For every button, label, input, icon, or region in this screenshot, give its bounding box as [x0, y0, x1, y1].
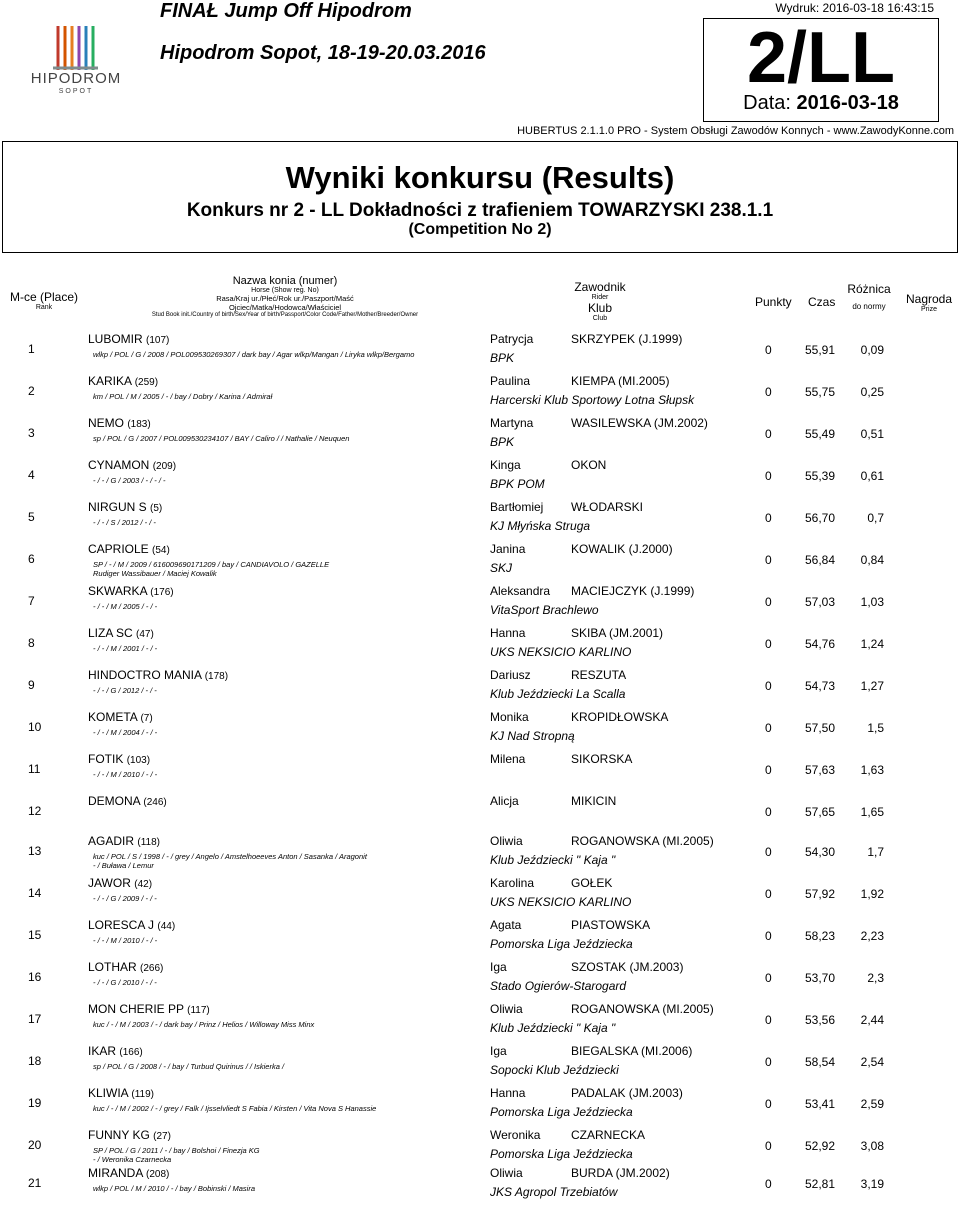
horse-number: (44) — [157, 921, 176, 932]
rider-club: Pomorska Liga Jeździecka — [490, 1147, 633, 1161]
result-row — [0, 626, 960, 668]
time: 53,70 — [805, 971, 836, 985]
points: 0 — [765, 845, 772, 859]
result-row — [0, 1044, 960, 1086]
horse-number: (117) — [187, 1005, 210, 1016]
col-header-prize — [898, 292, 960, 313]
result-row — [0, 710, 960, 752]
difference: 3,19 — [860, 1177, 884, 1191]
col-header-place — [0, 290, 88, 311]
header-horse-en: Horse (Show reg. No) — [251, 287, 319, 294]
result-row — [0, 416, 960, 458]
horse-name — [88, 1128, 171, 1142]
horse-number: (183) — [127, 419, 151, 430]
rider-last-name: SKIBA (JM.2001) — [571, 626, 664, 640]
rank: 16 — [28, 970, 42, 984]
horse-name — [88, 542, 170, 556]
points: 0 — [765, 1055, 772, 1069]
rider-first-name: Milena — [490, 752, 526, 766]
rank: 7 — [28, 594, 35, 608]
result-row — [0, 584, 960, 626]
time: 57,92 — [805, 887, 836, 901]
horse-number: (119) — [131, 1089, 154, 1100]
horse-name-text: KOMETA — [88, 710, 138, 724]
rider-club: BPK — [490, 435, 515, 449]
points: 0 — [765, 427, 772, 441]
header-rider: Zawodnik — [574, 280, 626, 294]
header-prize: Nagroda — [905, 292, 953, 306]
horse-details: kuc / - / M / 2002 / - / grey / Falk / Ijsselvliedt S Fabia / Kirsten / Vita Nova S Hanassie — [93, 1104, 377, 1113]
time: 55,49 — [805, 427, 836, 441]
header-horse-line4: Stud Book init./Country of birth/Sex/Year of birth/Passport/Color Code/Father/Mother/Breeder/Owner — [151, 312, 419, 318]
horse-number: (209) — [152, 461, 177, 472]
header-points: Punkty — [755, 295, 792, 309]
horse-number: (178) — [204, 671, 229, 682]
result-row — [0, 1086, 960, 1128]
results-title: Wyniki konkursu (Results) — [285, 160, 675, 195]
rider-last-name: KIEMPA (MI.2005) — [571, 374, 670, 388]
time: 55,91 — [805, 343, 836, 357]
rider-club: Stado Ogierów-Starogard — [490, 979, 627, 993]
difference: 2,23 — [860, 929, 884, 943]
horse-name — [88, 1044, 143, 1058]
time: 54,73 — [805, 679, 836, 693]
rider-club: Pomorska Liga Jeździecka — [490, 1105, 633, 1119]
header-horse: Nazwa konia (numer) — [232, 275, 338, 287]
rank: 17 — [28, 1012, 42, 1026]
horse-details: wlkp / POL / G / 2008 / POL009530269307 / dark bay / Agar wlkp/Mangan / Liryka wlkp/Bergamo — [93, 350, 415, 359]
horse-name-text: SKWARKA — [88, 584, 147, 598]
difference: 0,09 — [860, 343, 884, 357]
rider-last-name: GOŁEK — [571, 876, 613, 890]
horse-details: - / Weronika Czarnecka — [93, 1155, 172, 1164]
header-diff: Różnica — [847, 282, 891, 296]
header-rider-en: Rider — [591, 294, 609, 301]
points: 0 — [765, 1139, 772, 1153]
difference: 2,44 — [860, 1013, 884, 1027]
horse-name-text: MIRANDA — [88, 1166, 143, 1180]
horse-name — [88, 584, 174, 598]
rider-last-name: ROGANOWSKA (MI.2005) — [571, 834, 714, 848]
rider-last-name: KOWALIK (J.2000) — [571, 542, 673, 556]
rank: 8 — [28, 636, 35, 650]
horse-name-text: LORESCA J — [88, 918, 155, 932]
difference: 0,51 — [860, 427, 884, 441]
points: 0 — [765, 553, 772, 567]
horse-name — [88, 458, 176, 472]
horse-details: - / - / G / 2010 / - / - — [93, 978, 157, 987]
horse-name — [88, 500, 162, 514]
result-row — [0, 960, 960, 1002]
difference: 2,59 — [860, 1097, 884, 1111]
difference: 2,54 — [860, 1055, 884, 1069]
points: 0 — [765, 1177, 772, 1191]
result-row — [0, 374, 960, 416]
rider-last-name: WASILEWSKA (JM.2002) — [571, 416, 708, 430]
horse-number: (7) — [140, 713, 153, 724]
horse-details: - / - / G / 2012 / - / - — [93, 686, 157, 695]
horse-number: (246) — [143, 797, 167, 808]
rider-club: JKS Agropol Trzebiatów — [490, 1185, 618, 1199]
horse-number: (118) — [137, 837, 160, 848]
difference: 1,5 — [867, 721, 884, 735]
horse-name — [88, 1086, 154, 1100]
time: 55,75 — [805, 385, 836, 399]
horse-number: (5) — [150, 503, 163, 514]
horse-details: km / POL / M / 2005 / - / bay / Dobry / Karina / Admirał — [93, 392, 273, 401]
rider-first-name: Iga — [490, 960, 507, 974]
time: 53,41 — [805, 1097, 836, 1111]
horse-details: - / Buława / Lemur — [93, 861, 154, 870]
rider-club: VitaSport Brachlewo — [490, 603, 599, 617]
header-prize-en: Prize — [921, 306, 937, 313]
rider-club: Sopocki Klub Jeździecki — [490, 1063, 619, 1077]
col-header-diff — [838, 282, 900, 311]
horse-name-text: NEMO — [88, 416, 124, 430]
result-row — [0, 794, 960, 836]
results-subtitle: Konkurs nr 2 - LL Dokładności z trafieniem TOWARZYSKI 238.1.1 — [186, 200, 774, 221]
horse-details: sp / POL / G / 2008 / - / bay / Turbud Quirinus / / Iskierka / — [93, 1062, 285, 1071]
header-club-en: Club — [592, 315, 608, 322]
time: 57,65 — [805, 805, 836, 819]
header-club: Klub — [587, 301, 613, 315]
difference: 0,61 — [860, 469, 884, 483]
rider-club: UKS NEKSICIO KARLINO — [490, 895, 632, 909]
horse-name-text: MON CHERIE PP — [88, 1002, 184, 1016]
horse-name-text: CAPRIOLE — [88, 542, 149, 556]
horse-name — [88, 918, 175, 932]
rider-first-name: Weronika — [490, 1128, 541, 1142]
logo-text: HIPODROM — [30, 70, 122, 87]
horse-name — [88, 960, 163, 974]
time: 58,23 — [805, 929, 836, 943]
rider-first-name: Dariusz — [490, 668, 531, 682]
horse-number: (208) — [146, 1169, 170, 1180]
points: 0 — [765, 805, 772, 819]
rider-first-name: Martyna — [490, 416, 534, 430]
result-row — [0, 918, 960, 960]
rank: 12 — [28, 804, 42, 818]
rank: 19 — [28, 1096, 42, 1110]
time: 54,30 — [805, 845, 836, 859]
difference: 0,7 — [867, 511, 884, 525]
horse-details: Rudiger Wassibauer / Maciej Kowalik — [93, 569, 217, 578]
competition-date — [703, 92, 939, 115]
horse-details: kuc / POL / S / 1998 / - / grey / Angelo / Amstelhoeeves Anton / Sasanka / Aragonit — [93, 852, 367, 861]
horse-details: kuc / - / M / 2003 / - / dark bay / Prinz / Helios / Willoway Miss Minx — [93, 1020, 315, 1029]
time: 57,63 — [805, 763, 836, 777]
points: 0 — [765, 1097, 772, 1111]
time: 57,03 — [805, 595, 836, 609]
difference: 1,03 — [860, 595, 884, 609]
horse-number: (176) — [150, 587, 174, 598]
horse-number: (266) — [140, 963, 164, 974]
header-horse-line3: Ojciec/Matka/Hodowca/Właściciel — [228, 303, 342, 312]
result-row — [0, 668, 960, 710]
rider-club: BPK — [490, 351, 515, 365]
horse-name — [88, 626, 154, 640]
horse-name-text: KLIWIA — [88, 1086, 129, 1100]
horse-name — [88, 794, 167, 808]
rank: 1 — [28, 342, 35, 356]
points: 0 — [765, 343, 772, 357]
rider-last-name: PADALAK (JM.2003) — [571, 1086, 683, 1100]
rider-last-name: WŁODARSKI — [571, 500, 644, 514]
result-row — [0, 876, 960, 918]
result-row — [0, 1128, 960, 1170]
horse-number: (259) — [134, 377, 159, 388]
rider-first-name: Karolina — [490, 876, 535, 890]
rank: 9 — [28, 678, 35, 692]
difference: 3,08 — [860, 1139, 884, 1153]
horse-name-text: AGADIR — [88, 834, 135, 848]
horse-name-text: LIZA SC — [88, 626, 133, 640]
horse-name-text: LUBOMIR — [88, 332, 143, 346]
rider-last-name: MACIEJCZYK (J.1999) — [571, 584, 695, 598]
rider-last-name: ROGANOWSKA (MI.2005) — [571, 1002, 714, 1016]
rider-first-name: Hanna — [490, 626, 526, 640]
header-time: Czas — [808, 295, 836, 309]
points: 0 — [765, 763, 772, 777]
horse-name-text: IKAR — [88, 1044, 117, 1058]
horse-details: - / - / M / 2004 / - / - — [93, 728, 158, 737]
horse-number: (27) — [153, 1131, 171, 1142]
rank: 11 — [28, 762, 41, 776]
header-place-en: Rank — [35, 304, 53, 311]
rider-last-name: MIKICIN — [571, 794, 617, 808]
time: 57,50 — [805, 721, 836, 735]
rider-last-name: BURDA (JM.2002) — [571, 1166, 670, 1180]
rider-last-name: BIEGALSKA (MI.2006) — [571, 1044, 693, 1058]
points: 0 — [765, 721, 772, 735]
time: 56,84 — [805, 553, 836, 567]
points: 0 — [765, 929, 772, 943]
horse-name — [88, 374, 158, 388]
horse-name — [88, 710, 153, 724]
event-title: FINAŁ Jump Off Hipodrom — [160, 0, 412, 22]
horse-name — [88, 416, 151, 430]
horse-details: - / - / M / 2010 / - / - — [93, 770, 158, 779]
horse-name — [88, 332, 169, 346]
rider-club: Pomorska Liga Jeździecka — [490, 937, 633, 951]
time: 55,39 — [805, 469, 836, 483]
horse-name-text: FOTIK — [88, 752, 124, 766]
rider-last-name: SIKORSKA — [571, 752, 633, 766]
points: 0 — [765, 511, 772, 525]
header-horse-line2: Rasa/Kraj ur./Płeć/Rok ur./Paszport/Maść — [216, 294, 354, 303]
results-subtitle-2: (Competition No 2) — [408, 221, 552, 238]
horse-details: - / - / M / 2001 / - / - — [93, 644, 158, 653]
horse-name-text: JAWOR — [88, 876, 131, 890]
rider-first-name: Paulina — [490, 374, 531, 388]
result-row — [0, 1166, 960, 1208]
rank: 5 — [28, 510, 35, 524]
rider-first-name: Oliwia — [490, 1166, 523, 1180]
rider-first-name: Agata — [490, 918, 522, 932]
horse-name — [88, 752, 150, 766]
horse-name-text: LOTHAR — [88, 960, 137, 974]
points: 0 — [765, 887, 772, 901]
time: 52,92 — [805, 1139, 836, 1153]
rank: 14 — [28, 886, 42, 900]
rider-club: UKS NEKSICIO KARLINO — [490, 645, 632, 659]
horse-details: - / - / M / 2005 / - / - — [93, 602, 158, 611]
points: 0 — [765, 385, 772, 399]
header-place: M-ce (Place) — [9, 290, 78, 304]
rider-club: SKJ — [490, 561, 513, 575]
rider-club: KJ Młyńska Struga — [490, 519, 591, 533]
horse-name — [88, 1002, 210, 1016]
result-row — [0, 332, 960, 374]
horse-number: (166) — [119, 1047, 143, 1058]
software-info: HUBERTUS 2.1.1.0 PRO - System Obsługi Zawodów Konnych - www.ZawodyKonne.com — [517, 125, 954, 137]
event-place: Hipodrom Sopot, 18-19-20.03.2016 — [160, 42, 486, 64]
points: 0 — [765, 1013, 772, 1027]
difference: 1,24 — [860, 637, 884, 651]
rider-last-name: KROPIDŁOWSKA — [571, 710, 669, 724]
difference: 0,25 — [860, 385, 884, 399]
points: 0 — [765, 637, 772, 651]
rider-last-name: SKRZYPEK (J.1999) — [571, 332, 683, 346]
horse-name-text: FUNNY KG — [88, 1128, 150, 1142]
difference: 0,84 — [860, 553, 884, 567]
result-row — [0, 458, 960, 500]
difference: 1,65 — [860, 805, 884, 819]
rank: 4 — [28, 468, 35, 482]
rider-club: Klub Jeździecki La Scalla — [490, 687, 626, 701]
rider-first-name: Hanna — [490, 1086, 526, 1100]
difference: 1,7 — [867, 845, 884, 859]
horse-details: SP / - / M / 2009 / 616009690171209 / bay / CANDIAVOLO / GAZELLE — [93, 560, 330, 569]
rank: 13 — [28, 844, 42, 858]
rider-first-name: Oliwia — [490, 834, 523, 848]
rider-first-name: Kinga — [490, 458, 521, 472]
points: 0 — [765, 971, 772, 985]
horse-name — [88, 876, 152, 890]
date-value: 2016-03-18 — [796, 92, 899, 114]
competition-code: 2/LL — [746, 18, 895, 98]
horse-name-text: CYNAMON — [88, 458, 150, 472]
horse-name-text: HINDOCTRO MANIA — [88, 668, 202, 682]
rank: 10 — [28, 720, 42, 734]
rank: 15 — [28, 928, 42, 942]
time: 54,76 — [805, 637, 836, 651]
rider-last-name: CZARNECKA — [571, 1128, 646, 1142]
rank: 21 — [28, 1176, 42, 1190]
rider-first-name: Aleksandra — [490, 584, 551, 598]
rider-club: Klub Jeździecki " Kaja " — [490, 853, 616, 867]
difference: 1,63 — [860, 763, 884, 777]
result-row — [0, 500, 960, 542]
result-row — [0, 542, 960, 584]
horse-number: (107) — [146, 335, 170, 346]
horse-details: - / - / S / 2012 / - / - — [93, 518, 156, 527]
rider-first-name: Patrycja — [490, 332, 534, 346]
rider-first-name: Janina — [490, 542, 526, 556]
rider-last-name: RESZUTA — [571, 668, 627, 682]
horse-name-text: KARIKA — [88, 374, 132, 388]
rider-first-name: Iga — [490, 1044, 507, 1058]
horse-details: - / - / M / 2010 / - / - — [93, 936, 158, 945]
rank: 20 — [28, 1138, 42, 1152]
horse-name — [88, 1166, 169, 1180]
rider-first-name: Monika — [490, 710, 529, 724]
rider-first-name: Oliwia — [490, 1002, 523, 1016]
time: 58,54 — [805, 1055, 836, 1069]
horse-details: SP / POL / G / 2011 / - / bay / Bolshoi / Finezja KG — [93, 1146, 260, 1155]
rider-club: KJ Nad Stropną — [490, 729, 575, 743]
rank: 2 — [28, 384, 35, 398]
rider-first-name: Bartłomiej — [490, 500, 544, 514]
difference: 1,27 — [860, 679, 884, 693]
rider-last-name: OKON — [571, 458, 607, 472]
horse-name — [88, 668, 228, 682]
horse-name — [88, 834, 160, 848]
result-row — [0, 1002, 960, 1044]
result-row — [0, 752, 960, 794]
horse-details: wlkp / POL / M / 2010 / - / bay / Bobinski / Masira — [93, 1184, 256, 1193]
date-label: Data: — [743, 92, 791, 114]
points: 0 — [765, 679, 772, 693]
points: 0 — [765, 595, 772, 609]
print-date: Wydruk: 2016-03-18 16:43:15 — [775, 1, 934, 15]
time: 52,81 — [805, 1177, 836, 1191]
rider-first-name: Alicja — [490, 794, 519, 808]
horse-number: (42) — [134, 879, 153, 890]
rider-club: Klub Jeździecki " Kaja " — [490, 1021, 616, 1035]
horse-number: (54) — [152, 545, 170, 556]
rider-last-name: SZOSTAK (JM.2003) — [571, 960, 684, 974]
rider-club: BPK POM — [490, 477, 545, 491]
rider-club: Harcerski Klub Sportowy Lotna Słupsk — [490, 393, 695, 407]
col-header-horse — [110, 275, 460, 318]
rank: 18 — [28, 1054, 42, 1068]
horse-number: (103) — [126, 755, 151, 766]
rank: 3 — [28, 426, 35, 440]
horse-details: - / - / G / 2003 / - / - / - — [93, 476, 166, 485]
logo-subtext: SOPOT — [58, 88, 94, 95]
header-diff-sub: do normy — [852, 302, 886, 311]
horse-details: - / - / G / 2009 / - / - — [93, 894, 157, 903]
rank: 6 — [28, 552, 35, 566]
time: 56,70 — [805, 511, 836, 525]
points: 0 — [765, 469, 772, 483]
difference: 2,3 — [867, 971, 884, 985]
result-row — [0, 834, 960, 876]
horse-number: (47) — [136, 629, 154, 640]
difference: 1,92 — [860, 887, 884, 901]
rider-last-name: PIASTOWSKA — [571, 918, 651, 932]
horse-name-text: DEMONA — [88, 794, 141, 808]
col-header-rider — [540, 280, 660, 322]
horse-name-text: NIRGUN S — [88, 500, 147, 514]
horse-details: sp / POL / G / 2007 / POL009530234107 / BAY / Caliro / / Nathalie / Neuquen — [93, 434, 350, 443]
time: 53,56 — [805, 1013, 836, 1027]
